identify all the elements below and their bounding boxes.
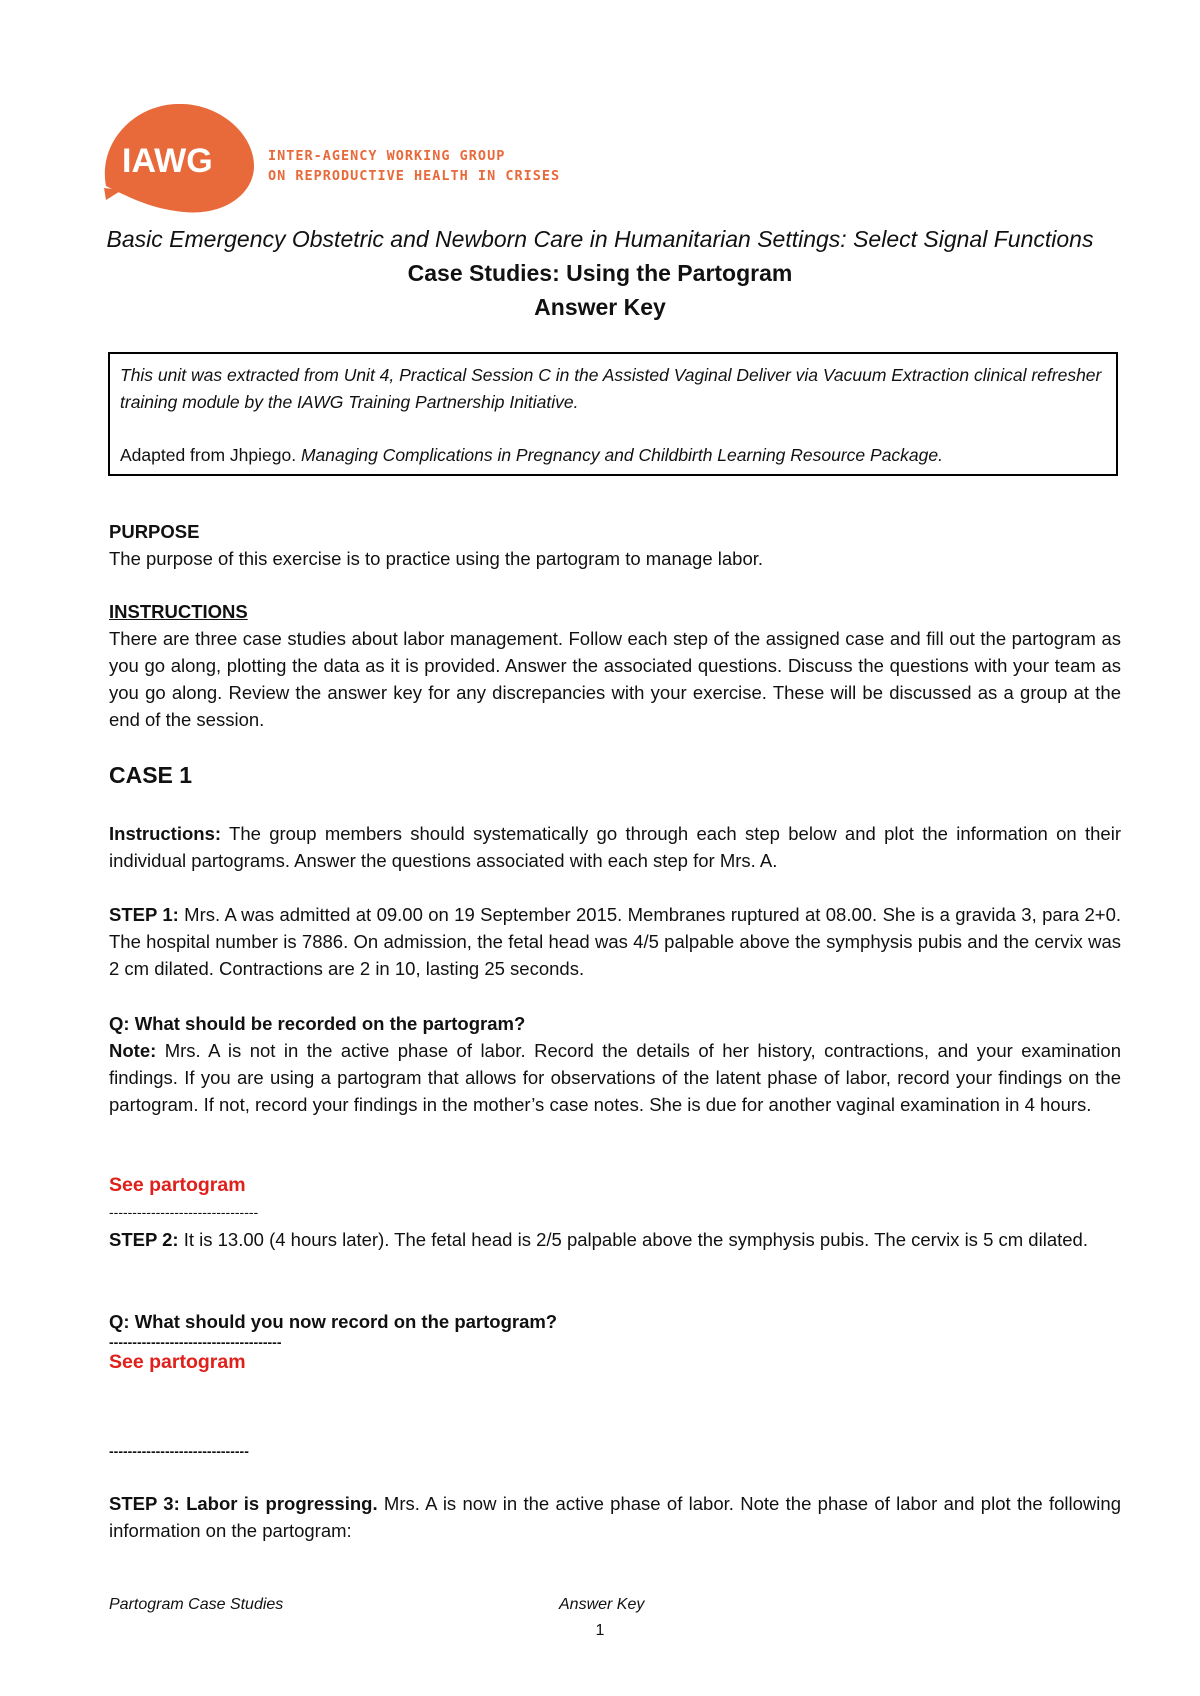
footer-left: Partogram Case Studies (109, 1596, 284, 1613)
iawg-logo-text: IAWG (122, 142, 213, 180)
purpose-text: The purpose of this exercise is to practice using the partogram to manage labor. (109, 548, 764, 569)
note-text: Note: Mrs. A is not in the active phase of labor. Record the details of her history, contractions, and your examination findings. If you are using a partogram that allows for observations of the latent phase of labor, record your findings on the partogram. If not, record your findings in the mother’s case notes. She is due for another vaginal examination in 4 hours. (109, 1040, 1121, 1115)
purpose-section (109, 518, 1121, 572)
dash-separator-3: ------------------------------ (109, 1443, 249, 1459)
answer-key-title: Answer Key (534, 294, 666, 320)
source-notice-box (108, 352, 1118, 476)
footer-right: Answer Key (559, 1596, 645, 1613)
instructions-text: There are three case studies about labor management. Follow each step of the assigned case and fill out the partogram as you go along, plotting the data as it is provided. Answer the associated questions. Discuss the questions with your team as you go along. Review the answer key for any discrepancies with your exercise. These will be discussed as a group at the end of the session. (109, 628, 1121, 730)
logo-line-1: INTER-AGENCY WORKING GROUP (268, 148, 506, 164)
dash-separator-2: ------------------------------------- (109, 1334, 282, 1350)
instructions-section (109, 598, 1121, 733)
case-1-instructions: Instructions: The group members should systematically go through each step below and plot the information on their individual partograms. Answer the questions associated with each step for Mrs. A. (109, 823, 1121, 871)
question-1-text: Q: What should be recorded on the partogram? (109, 1013, 526, 1034)
page-number: 1 (595, 1622, 605, 1639)
instructions-heading: INSTRUCTIONS (109, 601, 248, 622)
dash-separator-1: -------------------------------- (109, 1204, 259, 1220)
source-notice-text: This unit was extracted from Unit 4, Practical Session C in the Assisted Vaginal Deliver via Vacuum Extraction clinical refresher training module by the IAWG Training Partnership Initiative. (120, 365, 1102, 412)
see-partogram-2: See partogram (109, 1351, 246, 1373)
iawg-logo-subtitle (268, 146, 560, 186)
step-2: STEP 2: It is 13.00 (4 hours later). The fetal head is 2/5 palpable above the symphysis pubis. The cervix is 5 cm dilated. (109, 1229, 1088, 1250)
step-1: STEP 1: Mrs. A was admitted at 09.00 on 19 September 2015. Membranes ruptured at 08.00. She is a gravida 3, para 2+0. The hospital number is 7886. On admission, the fetal head was 4/5 palpable above the symphysis pubis and the cervix was 2 cm dilated. Contractions are 2 in 10, lasting 25 seconds. (109, 904, 1121, 979)
logo-line-2: ON REPRODUCTIVE HEALTH IN CRISES (268, 168, 561, 184)
purpose-heading: PURPOSE (109, 521, 200, 542)
case-1-heading: CASE 1 (109, 762, 193, 788)
adapted-from-text: Adapted from Jhpiego. Managing Complications in Pregnancy and Childbirth Learning Resource Package. (120, 445, 943, 465)
question-2 (109, 1308, 1121, 1376)
see-partogram-1: See partogram -------------------------------- (109, 1172, 1121, 1226)
step-3: STEP 3: Labor is progressing. Mrs. A is now in the active phase of labor. Note the phase of labor and plot the following information on the partogram: (109, 1493, 1121, 1541)
document-title: Case Studies: Using the Partogram (407, 260, 793, 286)
document-subtitle: Basic Emergency Obstetric and Newborn Care in Humanitarian Settings: Select Signal Functions (106, 226, 1094, 252)
question-1 (109, 1010, 1121, 1118)
question-2-text: Q: What should you now record on the partogram? (109, 1311, 558, 1332)
